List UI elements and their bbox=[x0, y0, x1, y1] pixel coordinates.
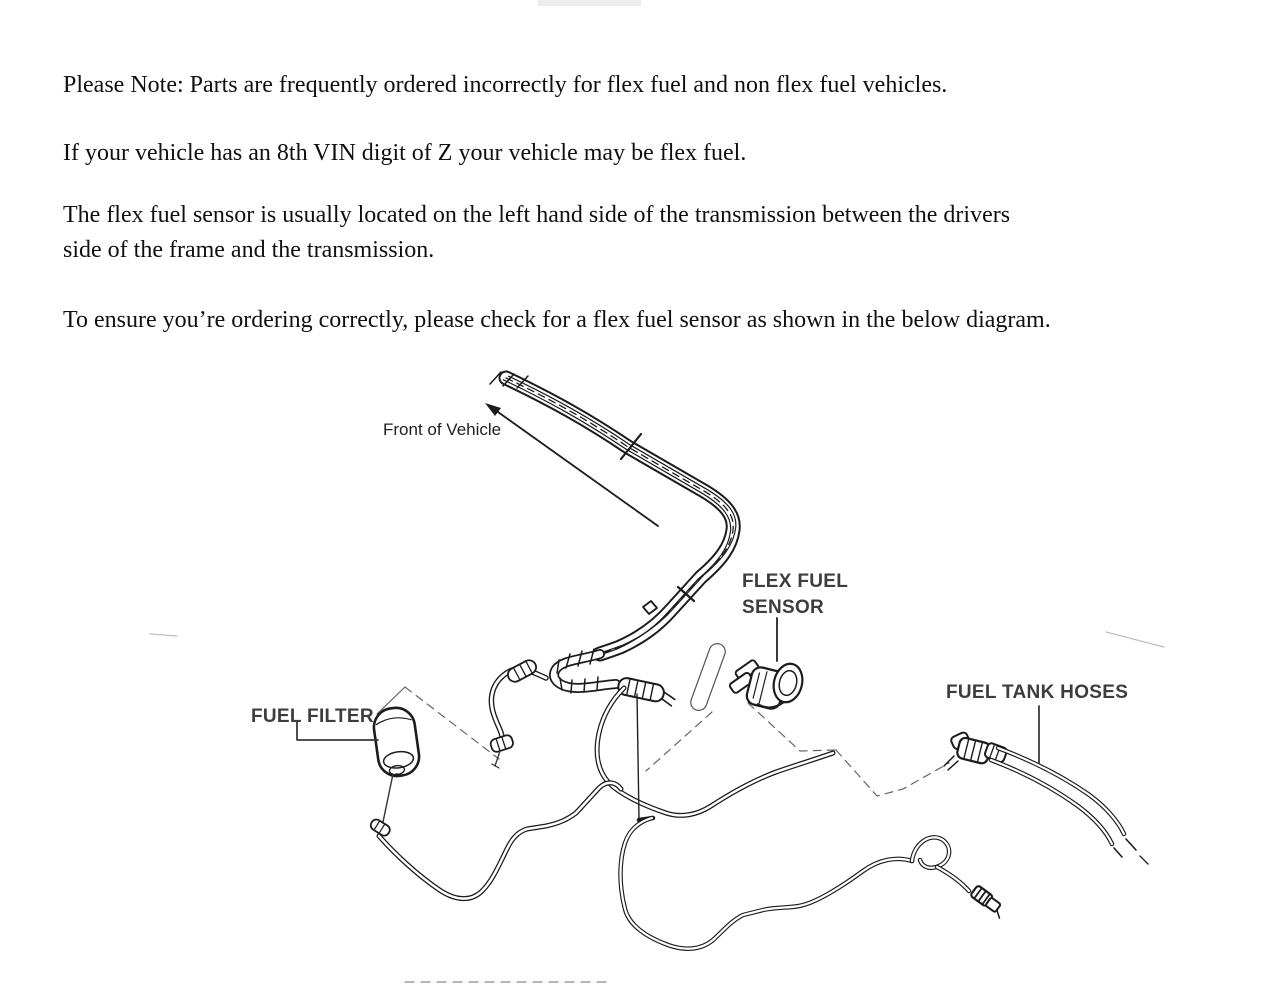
lower-left-fuel-line bbox=[379, 783, 621, 899]
bottom-chassis-fuel-line bbox=[621, 818, 1008, 949]
front-of-vehicle-arrow bbox=[485, 403, 658, 526]
main-fuel-line-bundle bbox=[490, 372, 736, 656]
note-paragraph-1: Please Note: Parts are frequently ordered incorrectly for flex fuel and non flex fuel vehicles. bbox=[63, 72, 948, 98]
pigtail-loop bbox=[912, 837, 949, 867]
construction-lines bbox=[377, 687, 949, 982]
cropped-image-artifact-bar bbox=[538, 0, 641, 6]
line-clip-nub bbox=[643, 601, 657, 614]
flex-fuel-sensor-label-line2: SENSOR bbox=[742, 597, 825, 618]
flex-fuel-sensor-label-line1: FLEX FUEL bbox=[742, 571, 849, 592]
hose-elbow-bands bbox=[505, 658, 538, 684]
note-paragraph-3-line-2: side of the frame and the transmission. bbox=[63, 237, 435, 263]
s-curve-hose bbox=[489, 658, 546, 768]
center-fuel-hose bbox=[597, 688, 833, 815]
fuel-filter-shape bbox=[369, 705, 422, 837]
fuel-tank-hoses-label: FUEL TANK HOSES bbox=[946, 682, 1129, 703]
line-end-connector bbox=[970, 885, 1008, 918]
hose-end-fitting bbox=[489, 734, 514, 753]
fuel-system-line-art bbox=[0, 370, 1280, 989]
fuel-filter-label: FUEL FILTER bbox=[251, 706, 374, 727]
flex-fuel-sensor-label bbox=[742, 569, 848, 621]
quick-connect-fitting bbox=[617, 677, 677, 707]
front-of-vehicle-label: Front of Vehicle bbox=[383, 420, 502, 439]
stray-marks bbox=[150, 632, 1164, 647]
note-paragraph-4: To ensure you’re ordering correctly, please check for a flex fuel sensor as shown in the below diagram. bbox=[63, 307, 1051, 333]
note-paragraph-3-line-1: The flex fuel sensor is usually located on the left hand side of the transmission between the drivers bbox=[63, 202, 1011, 228]
note-paragraph-2: If your vehicle has an 8th VIN digit of Z your vehicle may be flex fuel. bbox=[63, 140, 747, 166]
fuel-tank-hoses-shape bbox=[944, 731, 1148, 864]
fuel-system-diagram bbox=[0, 370, 1280, 989]
flex-fuel-sensor-shape bbox=[729, 659, 807, 710]
bracket-strap bbox=[689, 641, 728, 712]
